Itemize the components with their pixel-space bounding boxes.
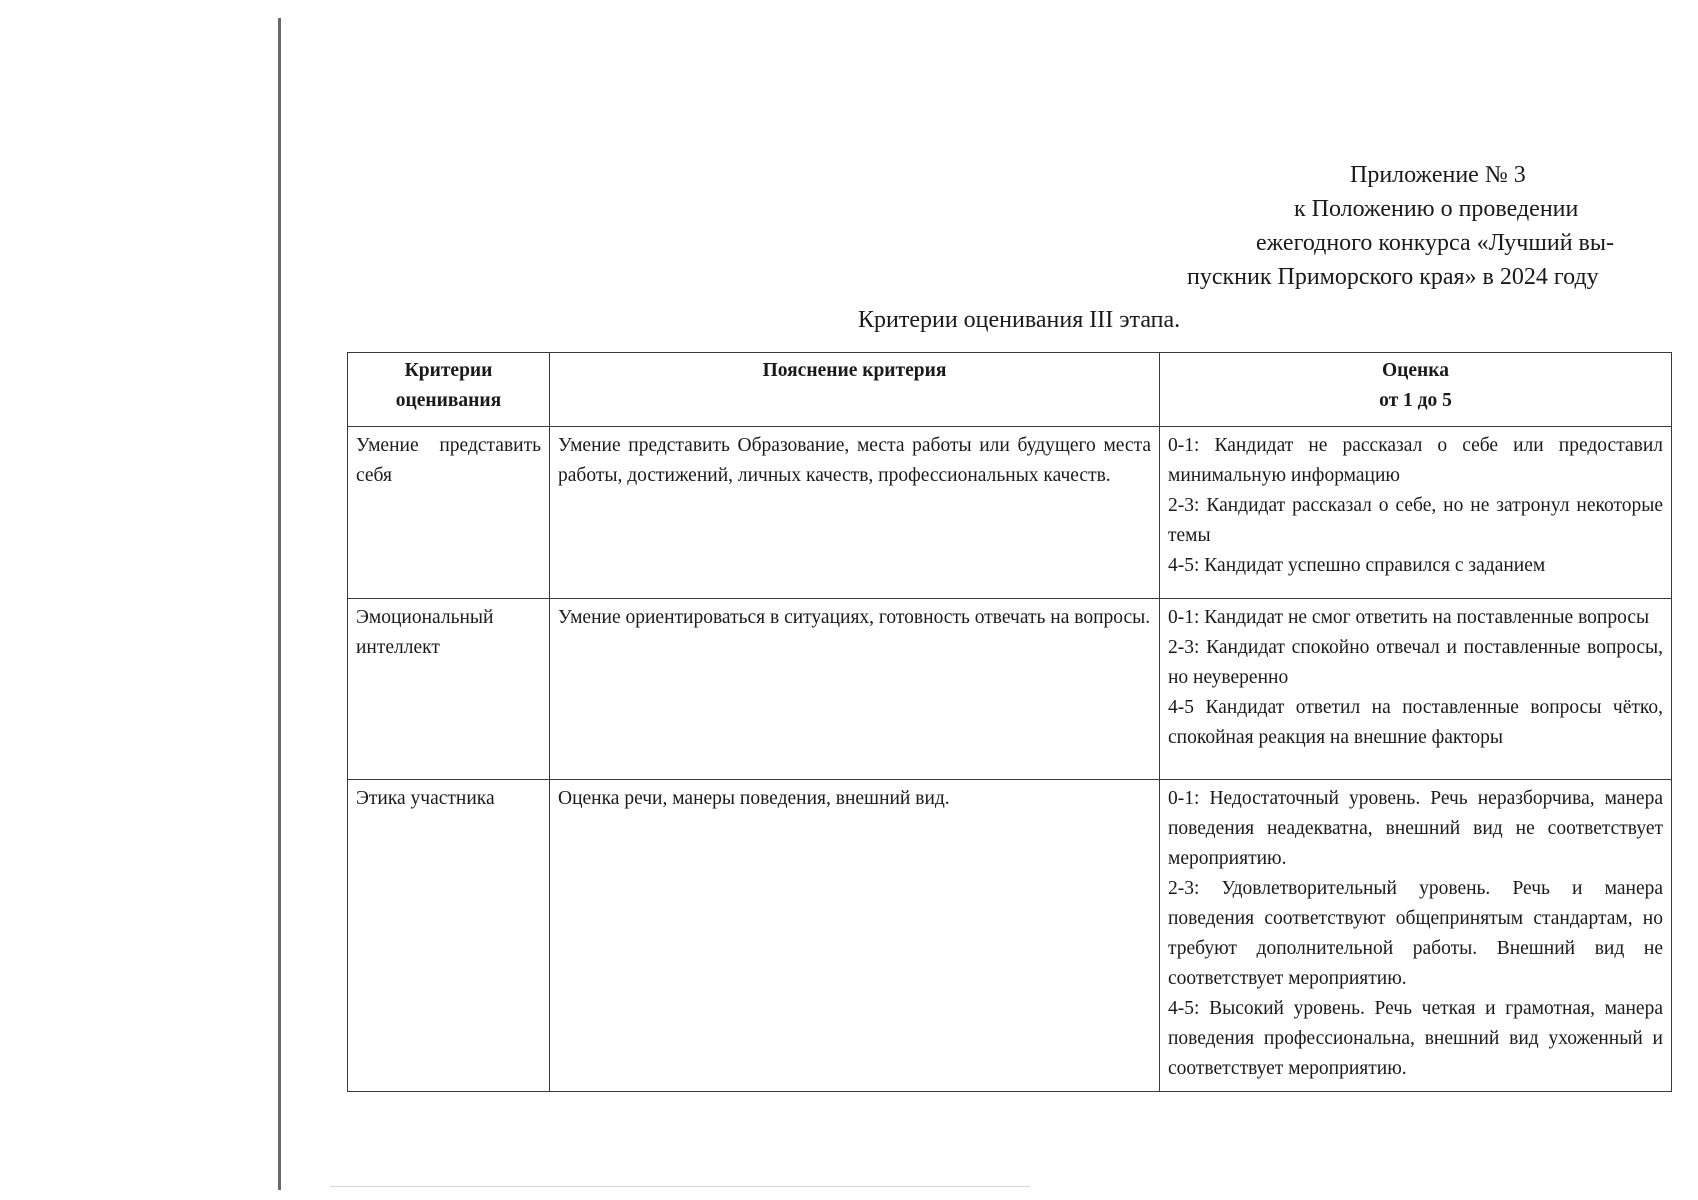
criteria-table (347, 352, 1672, 1092)
header-score-range: от 1 до 5 (1379, 390, 1452, 411)
score-level: 0-1: Кандидат не рассказал о себе или предоставил минимальную информацию (1168, 435, 1663, 486)
scan-artifact-line (330, 1186, 1030, 1187)
annex-header (1150, 158, 1630, 294)
score-cell (1160, 599, 1672, 780)
annex-number: Приложение № 3 (1350, 162, 1526, 188)
header-score (1160, 353, 1672, 427)
score-level: 4-5: Кандидат успешно справился с заданием (1168, 555, 1546, 576)
criterion-cell: Этика участника (348, 780, 550, 1092)
score-level: 0-1: Кандидат не смог ответить на поставленные вопросы (1168, 607, 1650, 628)
score-level: 4-5 Кандидат ответил на поставленные вопросы чётко, спокойная реакция на внешние факторы (1168, 697, 1663, 748)
scan-binding-edge (278, 18, 281, 1190)
annex-contest-name-1: ежегодного конкурса «Лучший вы- (1256, 230, 1614, 256)
score-level: 2-3: Удовлетворительный уровень. Речь и манера поведения соответствуют общепринятым стандартам, но требуют дополнительной работы. Внешний вид не соответствует мероприятию. (1168, 878, 1663, 989)
document-title: Критерии оценивания III этапа. (858, 307, 1181, 333)
table-row (348, 427, 1672, 599)
explanation-cell: Умение представить Образование, места работы или будущего места работы, достижений, личных качеств, профессиональных качеств. (550, 427, 1160, 599)
header-criteria: Критерии оценивания (348, 353, 550, 427)
score-level: 4-5: Высокий уровень. Речь четкая и грамотная, манера поведения профессиональна, внешний вид ухоженный и соответствует мероприятию. (1168, 998, 1663, 1079)
score-cell (1160, 780, 1672, 1092)
table-row (348, 599, 1672, 780)
score-level: 2-3: Кандидат рассказал о себе, но не затронул некоторые темы (1168, 495, 1663, 546)
criterion-cell: Умение представить себя (348, 427, 550, 599)
table-header-row (348, 353, 1672, 427)
score-level: 2-3: Кандидат спокойно отвечал и поставленные вопросы, но неуверенно (1168, 637, 1663, 688)
table-row (348, 780, 1672, 1092)
explanation-cell: Умение ориентироваться в ситуациях, готовность отвечать на вопросы. (550, 599, 1160, 780)
score-cell (1160, 427, 1672, 599)
header-explanation: Пояснение критерия (550, 353, 1160, 427)
score-level: 0-1: Недостаточный уровень. Речь неразборчива, манера поведения неадекватна, внешний вид не соответствует мероприятию. (1168, 788, 1663, 869)
explanation-cell: Оценка речи, манеры поведения, внешний вид. (550, 780, 1160, 1092)
header-score-title: Оценка (1382, 360, 1449, 381)
annex-reference: к Положению о проведении (1294, 196, 1579, 222)
criterion-cell: Эмоциональный интеллект (348, 599, 550, 780)
annex-contest-name-2: пускник Приморского края» в 2024 году (1187, 264, 1599, 290)
